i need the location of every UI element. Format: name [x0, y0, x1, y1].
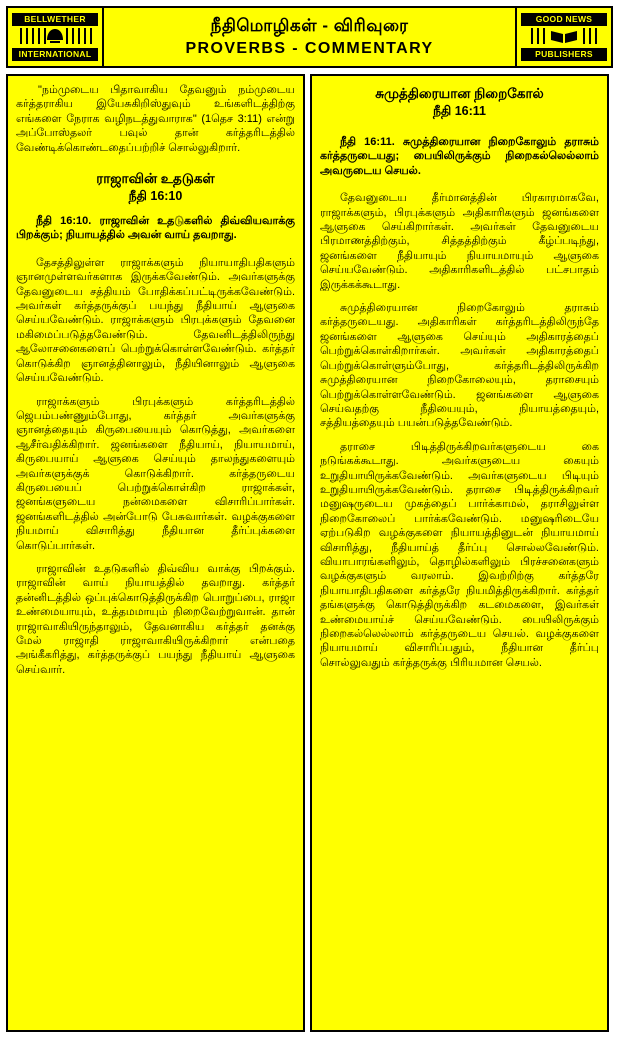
right-paragraph-1: தேவனுடைய தீர்மானத்தின் பிரகாரமாகவே, ராஜாக்களும், பிரபுக்களும் அதிகாரிகளும் ஜனங்களை ஆளுகை செய்கிறார்கள். அவர்கள் தேவனுடைய பிரமாணத்திற்கும், சித்தத்திற்கும் கீழ்ப்படிந்து, ஜனங்களை நீதியாயும் நியாயமாயும் ஆளுகை செய்யவேண்டும். அதிகாரிகளிடத்தில் பட்சபாதம் இருக்கக்கூடாது.: [320, 192, 599, 291]
right-section-heading: [320, 85, 599, 119]
right-heading-reference: நீதி 16:11: [432, 104, 486, 118]
logo-left-line2: INTERNATIONAL: [12, 48, 98, 61]
publisher-logo-right: [515, 8, 611, 66]
logo-right-line2: PUBLISHERS: [521, 48, 607, 61]
right-verse-bold: நீதி 16:11. சுமுத்திரையான நிறைகோலும் தராசும் கர்த்தருடையது; பையிலிருக்கும் நிறைகல்லெல்லாம் அவருடைய செயல்.: [320, 136, 599, 177]
right-heading-text: சுமுத்திரையான நிறைகோல்: [375, 86, 544, 101]
left-section-heading: [16, 170, 295, 204]
title-tamil: நீதிமொழிகள் - விரிவுரை: [210, 16, 409, 35]
page-header: [6, 6, 613, 68]
left-paragraph-1: தேசத்திலுள்ள ராஜாக்களும் நியாயாதிபதிகளும் ஞானமுள்ளவர்களாக இருக்கவேண்டும். அவர்களுக்கு தேவனுடைய சத்தியம் போதிக்கப்பட்டிருக்கவேண்டும். அவர்கள் கர்த்தருக்குப் பயந்து நீதியாய் ஆளுகை செய்யவேண்டும். ராஜாக்களும் பிரபுக்களும் தேவனை மகிமைப்படுத்தவேண்டும். தேவனிடத்திலிருந்து ஆலோசனைகளைப் பெற்றுக்கொள்ளவேண்டும். கர்த்தர் கொடுக்கிற ஞானத்தினாலும், நீதியினாலும் ஆளுகை செய்யவேண்டும்.: [16, 256, 295, 385]
left-heading-text: ராஜாவின் உதடுகள்: [96, 171, 215, 187]
right-paragraph-3: தராசை பிடித்திருக்கிறவர்களுடைய கை நடுங்கக்கூடாது. அவர்களுடைய கையும் உறுதியாயிருக்கவேண்டும். அவர்களுடைய பிடியும் உறுதியாயிருக்கவேண்டும். தராசை பிடித்திருக்கிறவர் மனுஷருடைய முகத்தைப் பார்க்காமல், தராசிலுள்ள நிறைகோலைப் பார்க்கவேண்டும். மனுஷரிடையே ஏற்படுகிற வழக்குகளை நியாயத்தினுடன் நியாயமாய் விசாரித்து, நீதியாய்த் தீர்ப்பு சொல்லவேண்டும். வியாபாரங்களிலும், தொழில்களிலும் பிரச்சனைகளும் வழக்குகளும் வரலாம். இவற்றிற்கு கர்த்தரே நியாயாதிபதிகளை கர்த்தரே நியமித்திருக்கிறார். கர்த்தர் தங்களுக்கு கொடுத்திருக்கிற கடமைகளை, இவர்கள் உண்மையாய்ச் செய்யவேண்டும். பையிலிருக்கும் நிறைகல்லெல்லாம் கர்த்தருடைய செயல். வழக்குகளை நியாயமாய் விசாரிப்பதும், நீதியான தீர்ப்பு சொல்லுவதும் கர்த்தருக்கு பிரியமான செயல்.: [320, 440, 599, 669]
opening-verse-paragraph: "நம்முடைய பிதாவாகிய தேவனும் நம்முடைய கர்த்தராகிய இயேசுகிறிஸ்துவும் உங்களிடத்திற்கு எங்களை நேராக வழிநடத்துவாராக" (1தெச 3:11) என்று அப்போஸ்தலர் பவுல் தான் கர்த்தரிடத்தில் வேண்டிக்கொண்டதைப்பற்றிச் சொல்லுகிறார்.: [16, 84, 295, 154]
bell-icon: [12, 26, 98, 46]
right-column: [310, 74, 609, 1032]
page-title: [104, 8, 515, 66]
left-column: [6, 74, 305, 1032]
left-heading-reference: நீதி 16:10: [128, 189, 183, 204]
logo-right-line1: GOOD NEWS: [521, 13, 607, 26]
publisher-logo-left: [8, 8, 104, 66]
left-paragraph-2: ராஜாக்களும் பிரபுக்களும் கர்த்தரிடத்தில் ஜெபம்பண்ணும்போது, கர்த்தர் அவர்களுக்கு ஞானத்தையும் கிருபையையும் கொடுத்து, அவர்களை ஆசீர்வதிக்கிறார். ஜனங்களை நீதியாய், நியாயமாய், கிருபையாய் ஆளுகை செய்யும் தாலந்துகளையும் அவர்களுக்குக் கொடுக்கிறார். கர்த்தருடைய கிருபையைப் பெற்றுக்கொள்கிற ராஜாக்கள், ஜனங்களுடைய நன்மைகளை விசாரிப்பார்கள். ஜனங்களிடத்தில் அன்போடு பேசுவார்கள். வழக்குகளை நியமாய் விசாரித்து நீதியான தீர்ப்புக்களை கொடுப்பார்கள்.: [16, 395, 295, 552]
left-verse-bold: நீதி 16:10. ராஜாவின் உதடுகளில் திவ்வியவாக்கு பிறக்கும்; நியாயத்தில் அவன் வாய் தவறாது.: [16, 215, 295, 242]
body-columns: [6, 74, 613, 1032]
title-english: PROVERBS - COMMENTARY: [185, 40, 434, 57]
right-paragraph-2: சுமுத்திரையான நிறைகோலும் தராசும் கர்த்தருடையது. அதிகாரிகள் கர்த்தரிடத்திலிருந்தே ஜனங்களை ஆளுகை செய்யும் அதிகாரத்தைப் பெற்றுக்கொள்கிறார்கள். அவர்கள் அதிகாரத்தைப் பெற்றுக்கொள்ளும்போது, கர்த்தரிடத்திலிருக்கிற சுமுத்திரையான நிறைகோலையும், தராசையும் பெற்றுக்கொள்ளவேண்டும். ஜனங்களை ஆளுகை செய்வதற்கு நீதியையும், நியாயத்தையும், சத்தியத்தையும் பயன்படுத்தவேண்டும்.: [320, 302, 599, 430]
left-paragraph-3: ராஜாவின் உதடுகளில் திவ்விய வாக்கு பிறக்கும். ராஜாவின் வாய் நியாயத்தில் தவறாது. கர்த்தர் தன்னிடத்தில் ஒப்புக்கொடுத்திருக்கிற பொறுப்பை, ராஜா உண்மையாயும், உத்தமமாயும் நிறைவேற்றுவான். தான் ராஜாவாகியிருந்தாலும், தேவனாகிய கர்த்தர் தனக்கு மேல் ராஜாதி ராஜாவாகியிருக்கிறார் என்பதை அங்கீகரித்து, கர்த்தருக்குப் பயந்து நீதியாய் ஆளுகை செய்வார்.: [16, 562, 295, 676]
open-book-icon: [521, 26, 607, 46]
logo-left-line1: BELLWETHER: [12, 13, 98, 26]
